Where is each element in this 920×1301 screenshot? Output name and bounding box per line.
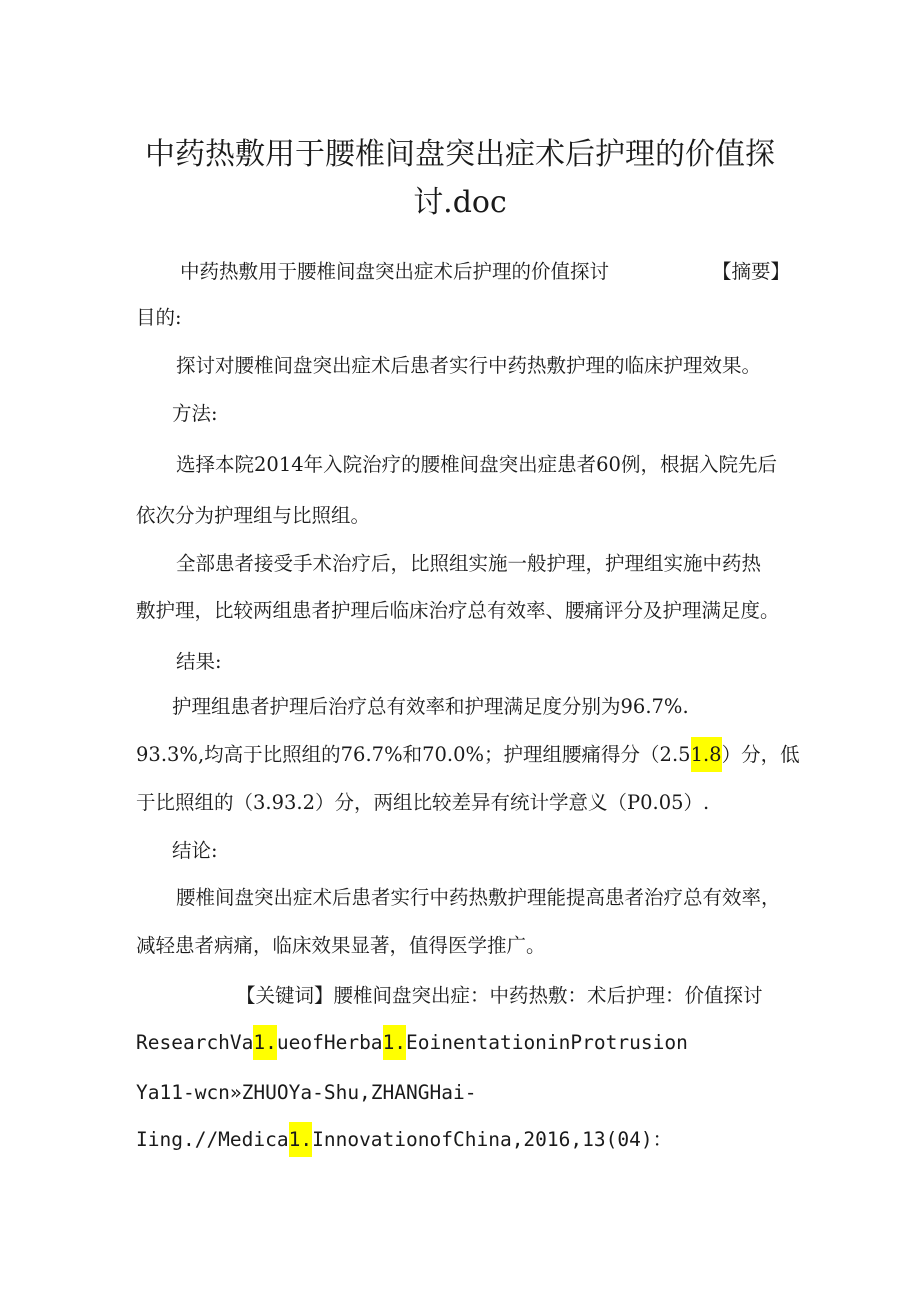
english-line-1c: ueofHerba (276, 1031, 383, 1054)
english-line-3c: InnovationofChina,2016,13(04)： (312, 1128, 673, 1151)
method-label: 方法: (172, 402, 218, 425)
conclusion-text-1: 腰椎间盘突出症术后患者实行中药热敷护理能提高患者治疗总有效率， (176, 886, 781, 909)
english-line-1e: EoinentationinProtrusion (406, 1031, 688, 1054)
method-text-2: 依次分为护理组与比照组。 (136, 504, 371, 527)
result-text-1: 护理组患者护理后治疗总有效率和护理满足度分别为96.7%. (172, 695, 689, 718)
method-text-1: 选择本院2014年入院治疗的腰椎间盘突出症患者60例，根据入院先后 (176, 453, 777, 476)
english-line-2: Ya11-wcn»ZHUOYa-Shu,ZHANGHai- (136, 1081, 477, 1104)
highlighted-number: 1.8 (691, 737, 722, 772)
result-text-2 (136, 742, 800, 768)
result-text-2c: ）分，低 (721, 743, 800, 766)
english-line-3a: Iing.//Medica (136, 1128, 289, 1151)
abstract-tag: 【摘要】 (712, 260, 791, 283)
document-title-line1: 中药热敷用于腰椎间盘突出症术后护理的价值探 (145, 137, 775, 172)
conclusion-label: 结论: (172, 839, 218, 862)
document-title-line2: 讨.doc (413, 185, 507, 220)
highlighted-glyph: 1. (253, 1025, 276, 1060)
english-line-3 (136, 1127, 672, 1153)
highlighted-glyph: 1. (383, 1025, 406, 1060)
article-heading: 中药热敷用于腰椎间盘突出症术后护理的价值探讨 (180, 260, 610, 283)
conclusion-text-2: 减轻患者病痛，临床效果显著，值得医学推广。 (136, 934, 546, 957)
keywords: 【关键词】腰椎间盘突出症：中药热敷：术后护理：价值探讨 (236, 984, 763, 1007)
purpose-text: 探讨对腰椎间盘突出症术后患者实行中药热敷护理的临床护理效果。 (176, 354, 762, 377)
method-text-3: 全部患者接受手术治疗后，比照组实施一般护理，护理组实施中药热 (176, 552, 762, 575)
result-label: 结果: (176, 650, 222, 673)
result-text-3: 于比照组的（3.93.2）分，两组比较差异有统计学意义（P0.05）. (136, 791, 710, 814)
purpose-label: 目的: (136, 306, 182, 329)
english-line-1a: ResearchVa (136, 1031, 254, 1054)
method-text-4: 敷护理，比较两组患者护理后临床治疗总有效率、腰痛评分及护理满足度。 (136, 599, 780, 622)
english-line-1 (136, 1030, 688, 1056)
result-text-2a: 93.3%,均高于比照组的76.7%和70.0%；护理组腰痛得分（2.5 (136, 743, 691, 766)
highlighted-glyph: 1. (289, 1122, 312, 1157)
